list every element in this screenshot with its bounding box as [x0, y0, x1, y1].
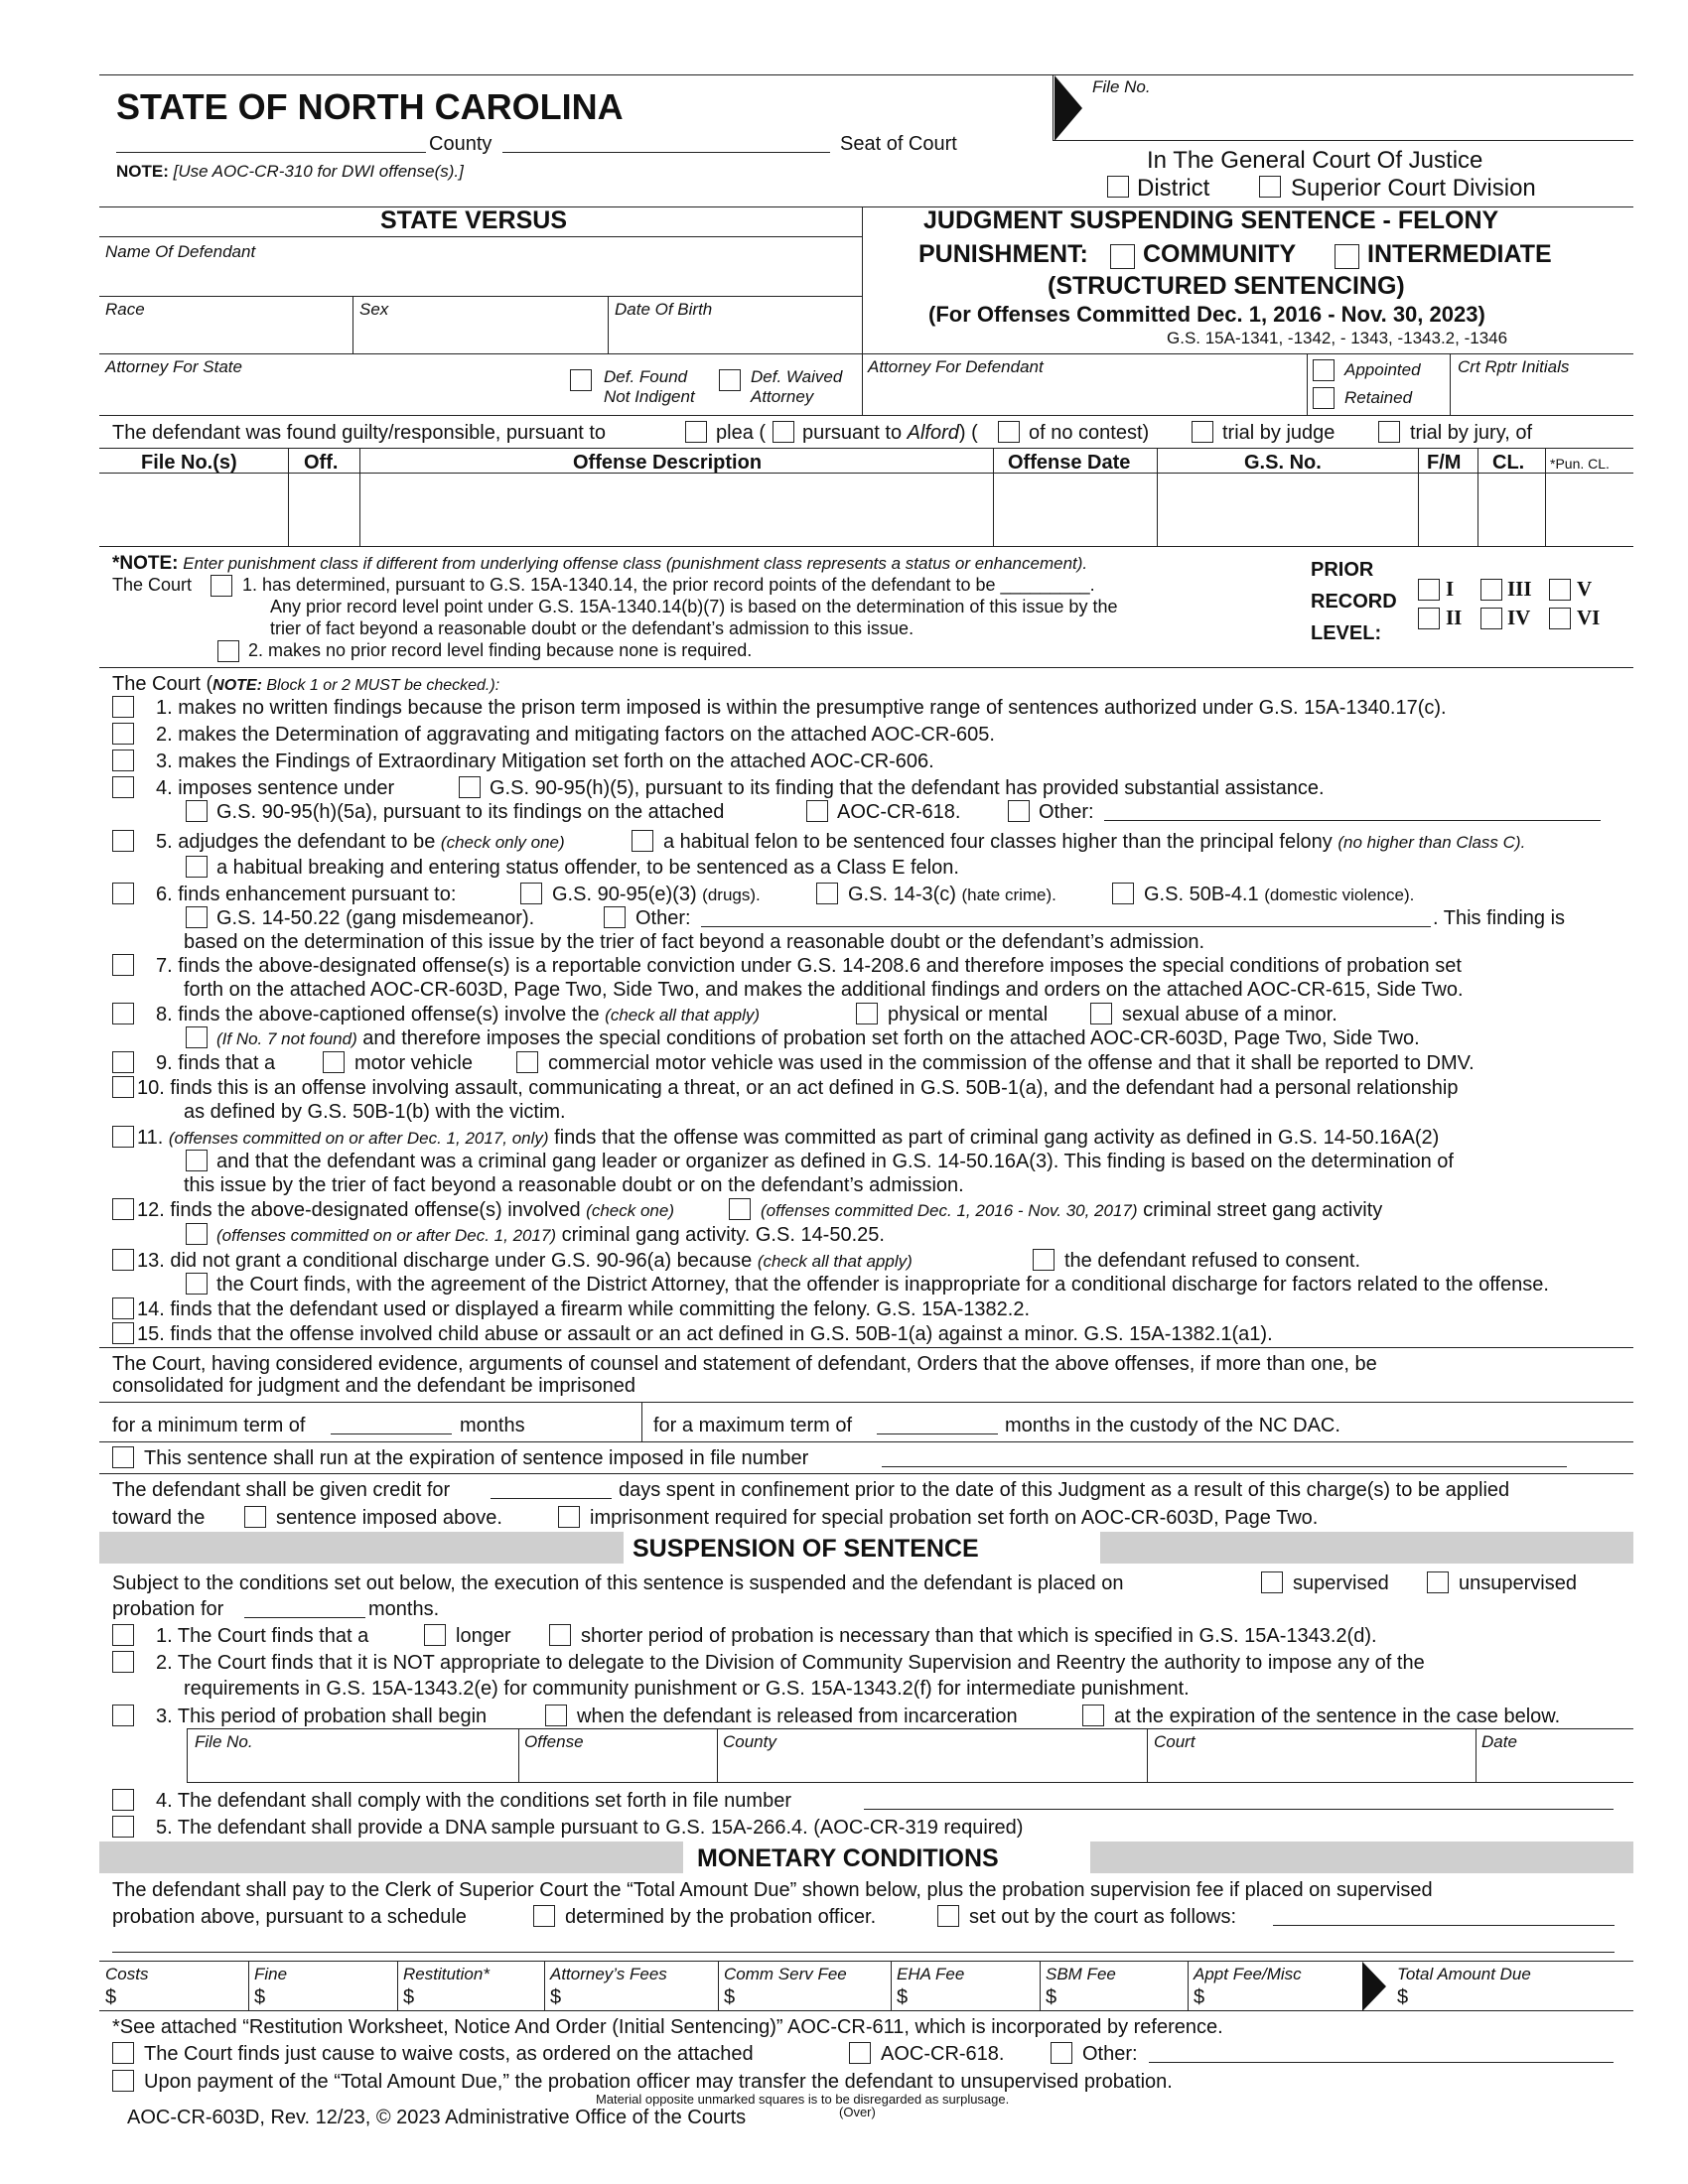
finding-5: 5. adjudges the defendant to be (check only one) — [156, 831, 565, 853]
schedule-court-field-2[interactable] — [112, 1952, 1615, 1953]
level-iii-checkbox[interactable] — [1480, 579, 1502, 601]
record-label: RECORD — [1311, 591, 1397, 613]
sex-label: Sex — [359, 300, 389, 319]
min-term-label: for a minimum term of — [112, 1415, 306, 1436]
supervised-checkbox[interactable] — [1261, 1571, 1283, 1593]
fee-attorney: Attorney’s Fees — [550, 1965, 667, 1983]
appointed-checkbox[interactable] — [1313, 359, 1335, 381]
suspension-2-checkbox[interactable] — [112, 1651, 134, 1673]
transfer-checkbox[interactable] — [112, 2070, 134, 2092]
finding-4-905a-checkbox[interactable] — [186, 800, 208, 822]
finding-6-checkbox[interactable] — [112, 883, 134, 904]
finding-9-commercial: commercial motor vehicle was used in the commission of the offense and that it shall be reported to DMV. — [548, 1052, 1475, 1074]
statutes: G.S. 15A-1341, -1342, - 1343, -1343.2, -1346 — [1167, 329, 1508, 347]
finding-12-checkbox[interactable] — [112, 1198, 134, 1220]
waive-other-checkbox[interactable] — [1051, 2042, 1072, 2064]
pun-class-note: *NOTE: Enter punishment class if different from underlying offense class (punishment class represents a status or enhancement). — [112, 553, 1088, 574]
no-contest-label: of no contest) — [1029, 422, 1150, 444]
max-term-field[interactable] — [877, 1433, 998, 1434]
finding-7a: 7. finds the above-designated offense(s) is a reportable conviction under G.S. 14-208.6 and therefore imposes the special conditions of probation set — [156, 955, 1462, 977]
finding-5-habitual-felon-checkbox[interactable] — [632, 830, 653, 852]
finding-9-commercial-checkbox[interactable] — [516, 1051, 538, 1073]
toward-label: toward the — [112, 1507, 206, 1529]
finding-4-other-field[interactable] — [1104, 820, 1601, 821]
finding-12-street-checkbox[interactable] — [729, 1198, 751, 1220]
surplusage-note: Material opposite unmarked squares is to be disregarded as surplusage. — [596, 2092, 1010, 2107]
suspension-3: 3. This period of probation shall begin — [156, 1706, 488, 1727]
finding-4: 4. imposes sentence under — [156, 777, 395, 799]
prior-none-checkbox[interactable] — [217, 640, 239, 662]
alford-checkbox[interactable] — [773, 421, 794, 443]
state-versus: STATE VERSUS — [380, 206, 567, 234]
finding-6-hate: G.S. 14-3(c) (hate crime). — [848, 884, 1056, 905]
finding-9: 9. finds that a — [156, 1052, 276, 1074]
form-id: AOC-CR-603D, Rev. 12/23, © 2023 Administrative Office of the Courts — [127, 2107, 747, 2128]
total-amount[interactable]: $ — [1397, 1986, 1409, 2008]
finding-6-other-checkbox[interactable] — [604, 906, 626, 928]
finding-4-618-checkbox[interactable] — [806, 800, 828, 822]
finding-11c: this issue by the trier of fact beyond a reasonable doubt or on the defendant’s admission. — [184, 1174, 964, 1196]
suspension-4-checkbox[interactable] — [112, 1789, 134, 1811]
col-gs-no: G.S. No. — [1244, 452, 1322, 474]
level-i-label: I — [1446, 577, 1455, 601]
intermediate-label: INTERMEDIATE — [1367, 240, 1552, 268]
probation-for-label: probation for — [112, 1598, 224, 1620]
total-due-arrow-icon — [1362, 1962, 1386, 2011]
col-offense-description: Offense Description — [573, 452, 763, 474]
district-label: District — [1137, 175, 1210, 202]
level-iv-label: IV — [1507, 606, 1531, 629]
trial-by-judge-checkbox[interactable] — [1192, 421, 1213, 443]
col-off: Off. — [304, 452, 339, 474]
waive-other-field[interactable] — [1149, 2062, 1614, 2063]
retained-checkbox[interactable] — [1313, 387, 1335, 409]
retained-label: Retained — [1344, 388, 1413, 407]
waive-other-label: Other: — [1082, 2043, 1138, 2065]
finding-8-sexual: sexual abuse of a minor. — [1122, 1004, 1337, 1025]
no-contest-checkbox[interactable] — [998, 421, 1020, 443]
s3-court: Court — [1154, 1732, 1196, 1751]
finding-6: 6. finds enhancement pursuant to: — [156, 884, 457, 905]
dob-label: Date Of Birth — [615, 300, 713, 319]
col-file-no: File No.(s) — [141, 452, 237, 474]
prior-item-1c: trier of fact beyond a reasonable doubt or the defendant’s admission to this issue. — [270, 618, 914, 638]
finding-12-gang: (offenses committed on or after Dec. 1, 2017) criminal gang activity. G.S. 14-50.25. — [216, 1224, 885, 1246]
restitution-amount[interactable]: $ — [403, 1986, 415, 2008]
finding-10a: 10. finds this is an offense involving assault, communicating a threat, or an act defined in G.S. 50B-1(a), and the defendant had a personal relationship — [137, 1077, 1459, 1099]
monetary-heading: MONETARY CONDITIONS — [697, 1844, 999, 1872]
released-label: when the defendant is released from incarceration — [577, 1706, 1018, 1727]
toward-sentence-label: sentence imposed above. — [276, 1507, 502, 1529]
finding-8-physical-checkbox[interactable] — [856, 1003, 878, 1024]
fee-appt-misc: Appt Fee/Misc — [1194, 1965, 1302, 1983]
released-checkbox[interactable] — [545, 1705, 567, 1726]
longer-checkbox[interactable] — [424, 1624, 446, 1646]
finding-4-905a: G.S. 90-95(h)(5a), pursuant to its findings on the attached — [216, 801, 725, 823]
min-term-months: months — [460, 1415, 525, 1436]
finding-13-refused-checkbox[interactable] — [1033, 1249, 1055, 1271]
schedule-po-label: determined by the probation officer. — [565, 1906, 877, 1928]
level-v-label: V — [1577, 577, 1593, 601]
suspension-heading: SUSPENSION OF SENTENCE — [633, 1535, 979, 1563]
over-label: (Over) — [839, 2105, 876, 2119]
finding-5-habitual-felon: a habitual felon to be sentenced four classes higher than the principal felony (no higher than Class C). — [663, 831, 1526, 853]
fee-restitution: Restitution* — [403, 1965, 490, 1983]
race-label: Race — [105, 300, 145, 319]
finding-6-drugs-checkbox[interactable] — [520, 883, 542, 904]
finding-8-sexual-checkbox[interactable] — [1090, 1003, 1112, 1024]
expiration-sentence-label: at the expiration of the sentence in the case below. — [1114, 1706, 1561, 1727]
finding-8: 8. finds the above-captioned offense(s) involve the (check all that apply) — [156, 1004, 761, 1025]
finding-6-drugs: G.S. 90-95(e)(3) (drugs). — [552, 884, 761, 905]
waive-618-checkbox[interactable] — [849, 2042, 871, 2064]
county-label: County — [429, 133, 492, 155]
finding-1: 1. makes no written findings because the prison term imposed is within the presumptive range of sentences authorized under G.S. 15A-1340.17(c). — [156, 697, 1447, 719]
finding-3: 3. makes the Findings of Extraordinary Mitigation set forth on the attached AOC-CR-606. — [156, 751, 934, 772]
finding-2-checkbox[interactable] — [112, 723, 134, 745]
finding-4-618: AOC-CR-618. — [837, 801, 961, 823]
monetary-line-1: The defendant shall pay to the Clerk of Superior Court the “Total Amount Due” shown below, plus the probation supervision fee if placed on supervised — [112, 1879, 1433, 1901]
finding-4-other-checkbox[interactable] — [1008, 800, 1030, 822]
offense-date-range: (For Offenses Committed Dec. 1, 2016 - Nov. 30, 2023) — [928, 302, 1485, 327]
suspension-5: 5. The defendant shall provide a DNA sample pursuant to G.S. 15A-266.4. (AOC-CR-319 required) — [156, 1817, 1024, 1839]
court-title: In The General Court Of Justice — [1147, 147, 1483, 174]
finding-11a: 11. (offenses committed on or after Dec. 1, 2017, only) finds that the offense was committed as part of criminal gang activity as defined in G.S. 14-50.16A(2) — [137, 1127, 1440, 1149]
supervised-label: supervised — [1293, 1572, 1389, 1594]
finding-4-other: Other: — [1039, 801, 1094, 823]
suspension-4-file-field[interactable] — [864, 1809, 1614, 1810]
fee-sbm: SBM Fee — [1046, 1965, 1116, 1983]
level-label: LEVEL: — [1311, 622, 1382, 644]
finding-4-905-checkbox[interactable] — [459, 776, 481, 798]
prior-item-2: 2. makes no prior record level finding because none is required. — [248, 640, 753, 660]
crt-rptr-label: Crt Rptr Initials — [1458, 357, 1570, 376]
attorney-state-label: Attorney For State — [105, 357, 242, 376]
suspension-4: 4. The defendant shall comply with the conditions set forth in file number — [156, 1790, 791, 1812]
transfer-label: Upon payment of the “Total Amount Due,” the probation officer may transfer the defendant to unsupervised probation. — [144, 2071, 1173, 2093]
community-checkbox[interactable] — [1110, 244, 1135, 269]
waive-costs-checkbox[interactable] — [112, 2042, 134, 2064]
col-offense-date: Offense Date — [1008, 452, 1131, 474]
level-vi-checkbox[interactable] — [1549, 608, 1571, 629]
finding-5-breaking: a habitual breaking and entering status offender, to be sentenced as a Class E felon. — [216, 857, 959, 879]
finding-10-checkbox[interactable] — [112, 1076, 134, 1098]
finding-12-street: (offenses committed Dec. 1, 2016 - Nov. 30, 2017) criminal street gang activity — [761, 1199, 1383, 1221]
suspension-subject: Subject to the conditions set out below, the execution of this sentence is suspended and the defendant is placed on — [112, 1572, 1124, 1594]
district-checkbox[interactable] — [1107, 176, 1129, 198]
intermediate-checkbox[interactable] — [1335, 244, 1359, 269]
max-term-label: for a maximum term of — [653, 1415, 853, 1436]
seat-of-court-label: Seat of Court — [840, 133, 957, 155]
min-term-field[interactable] — [331, 1433, 452, 1434]
fee-total: Total Amount Due — [1397, 1965, 1531, 1983]
finding-12-gang-checkbox[interactable] — [186, 1223, 208, 1245]
prior-points-checkbox[interactable] — [211, 575, 232, 597]
community-label: COMMUNITY — [1143, 240, 1297, 268]
expiration-checkbox[interactable] — [112, 1446, 134, 1468]
finding-4-checkbox[interactable] — [112, 776, 134, 798]
finding-6-other-field[interactable] — [701, 926, 1431, 927]
order-text-a: The Court, having considered evidence, arguments of counsel and statement of defendant, Orders that the above offenses, if more than one, be — [112, 1353, 1377, 1375]
finding-6-dv: G.S. 50B-4.1 (domestic violence). — [1144, 884, 1415, 905]
trial-by-judge-label: trial by judge — [1222, 422, 1336, 444]
finding-13-checkbox[interactable] — [112, 1249, 134, 1271]
finding-5-breaking-checkbox[interactable] — [186, 856, 208, 878]
superior-label: Superior Court Division — [1291, 175, 1536, 202]
finding-7b: forth on the attached AOC-CR-603D, Page Two, Side Two, and makes the additional findings and orders on the attached AOC-CR-615, Side Two. — [184, 979, 1464, 1001]
finding-3-checkbox[interactable] — [112, 750, 134, 771]
level-v-checkbox[interactable] — [1549, 579, 1571, 601]
finding-6-basis: based on the determination of this issue by the trier of fact beyond a reasonable doubt or the defendant’s admission. — [184, 931, 1205, 953]
trial-by-jury-label: trial by jury, of — [1410, 422, 1532, 444]
def-waived-label: Def. Waived Attorney — [751, 367, 843, 406]
finding-9-checkbox[interactable] — [112, 1051, 134, 1073]
credit-label: The defendant shall be given credit for — [112, 1479, 451, 1501]
prior-court-label: The Court — [112, 575, 193, 595]
dwi-note: NOTE: [Use AOC-CR-310 for DWI offense(s).] — [116, 162, 464, 181]
finding-8-physical: physical or mental — [888, 1004, 1049, 1025]
finding-8-checkbox[interactable] — [112, 1003, 134, 1024]
col-cl: CL. — [1492, 452, 1525, 474]
col-pun-cl: *Pun. CL. — [1550, 456, 1610, 472]
finding-13-refused: the defendant refused to consent. — [1064, 1250, 1360, 1272]
finding-14: 14. finds that the defendant used or displayed a firearm while committing the felony. G.S. 15A-1382.2. — [137, 1298, 1031, 1320]
attorney-amount[interactable]: $ — [550, 1986, 562, 2008]
prior-label: PRIOR — [1311, 559, 1374, 581]
level-vi-label: VI — [1577, 606, 1601, 629]
costs-amount[interactable]: $ — [105, 1986, 117, 2008]
finding-15: 15. finds that the offense involved child abuse or assault or an act defined in G.S. 50B-1(a) against a minor. G.S. 15A-1382.1(a1). — [137, 1323, 1273, 1345]
toward-imprisonment-label: imprisonment required for special probation set forth on AOC-CR-603D, Page Two. — [590, 1507, 1319, 1529]
level-i-checkbox[interactable] — [1418, 579, 1440, 601]
schedule-court-checkbox[interactable] — [937, 1905, 959, 1927]
level-ii-label: II — [1446, 606, 1463, 629]
s3-county: County — [723, 1732, 776, 1751]
finding-6-dv-checkbox[interactable] — [1112, 883, 1134, 904]
appointed-label: Appointed — [1344, 360, 1421, 379]
finding-13: 13. did not grant a conditional discharge under G.S. 90-96(a) because (check all that apply) — [137, 1250, 913, 1272]
finding-6-gang-checkbox[interactable] — [186, 906, 208, 928]
probation-months-field[interactable] — [244, 1617, 365, 1618]
finding-11-leader-checkbox[interactable] — [186, 1150, 208, 1171]
punishment-label: PUNISHMENT: — [918, 240, 1088, 268]
finding-15-checkbox[interactable] — [112, 1322, 134, 1344]
fee-eha: EHA Fee — [897, 1965, 965, 1983]
unsupervised-checkbox[interactable] — [1427, 1571, 1449, 1593]
credit-tail: days spent in confinement prior to the date of this Judgment as a result of this charge(s) to be applied — [619, 1479, 1510, 1501]
prior-item-1b: Any prior record level point under G.S. 15A-1340.14(b)(7) is based on the determination of this issue by the — [270, 597, 1118, 616]
finding-8-special-checkbox[interactable] — [186, 1026, 208, 1048]
findings-intro: The Court (NOTE: Block 1 or 2 MUST be checked.): — [112, 673, 500, 695]
finding-4-905: G.S. 90-95(h)(5), pursuant to its finding that the defendant has provided substantial assistance. — [490, 777, 1325, 799]
schedule-court-field[interactable] — [1273, 1925, 1615, 1926]
eha-amount[interactable]: $ — [897, 1986, 909, 2008]
file-no-label: File No. — [1092, 77, 1151, 96]
s3-file-no: File No. — [195, 1732, 253, 1751]
finding-6-tail: . This finding is — [1433, 907, 1566, 929]
suspension-1: 1. The Court finds that a — [156, 1625, 369, 1647]
shorter-checkbox[interactable] — [549, 1624, 571, 1646]
restitution-note: *See attached “Restitution Worksheet, Notice And Order (Initial Sentencing)” AOC-CR-611, which is incorporated by reference. — [112, 2016, 1223, 2038]
appt-misc-amount[interactable]: $ — [1194, 1986, 1205, 2008]
fee-fine: Fine — [254, 1965, 288, 1983]
superior-checkbox[interactable] — [1259, 176, 1281, 198]
max-term-months: months in the custody of the NC DAC. — [1005, 1415, 1340, 1436]
credit-days-field[interactable] — [491, 1498, 612, 1499]
finding-12: 12. finds the above-designated offense(s) involved (check one) — [137, 1199, 674, 1221]
finding-6-other: Other: — [635, 907, 691, 929]
col-fm: F/M — [1427, 452, 1462, 474]
finding-13-inappropriate-checkbox[interactable] — [186, 1273, 208, 1295]
attorney-defendant-label: Attorney For Defendant — [868, 357, 1044, 376]
schedule-po-checkbox[interactable] — [533, 1905, 555, 1927]
suspension-5-checkbox[interactable] — [112, 1816, 134, 1838]
guilty-prefix: The defendant was found guilty/responsible, pursuant to — [112, 422, 606, 444]
finding-9-motor-checkbox[interactable] — [323, 1051, 345, 1073]
structured-sentencing: (STRUCTURED SENTENCING) — [1048, 272, 1405, 300]
waive-costs-label: The Court finds just cause to waive costs, as ordered on the attached — [144, 2043, 754, 2065]
judgment-title: JUDGMENT SUSPENDING SENTENCE - FELONY — [923, 206, 1499, 234]
suspension-1-checkbox[interactable] — [112, 1624, 134, 1646]
shorter-label: shorter period of probation is necessary than that which is specified in G.S. 15A-1343.2(d). — [581, 1625, 1377, 1647]
level-iv-checkbox[interactable] — [1480, 608, 1502, 629]
toward-imprisonment-checkbox[interactable] — [558, 1506, 580, 1528]
finding-1-checkbox[interactable] — [112, 696, 134, 718]
comm-serv-amount[interactable]: $ — [724, 1986, 736, 2008]
state-title: STATE OF NORTH CAROLINA — [116, 86, 624, 127]
finding-6-gang: G.S. 14-50.22 (gang misdemeanor). — [216, 907, 535, 929]
def-waived-checkbox[interactable] — [719, 369, 741, 391]
alford-label: pursuant to Alford) ( — [802, 422, 978, 444]
finding-9-motor: motor vehicle — [354, 1052, 473, 1074]
finding-10b: as defined by G.S. 50B-1(b) with the victim. — [184, 1101, 566, 1123]
def-found-checkbox[interactable] — [570, 369, 592, 391]
order-text-b: consolidated for judgment and the defendant be imprisoned — [112, 1375, 636, 1397]
waive-618-label: AOC-CR-618. — [881, 2043, 1005, 2065]
file-no-arrow-icon — [1055, 75, 1082, 141]
finding-5-checkbox[interactable] — [112, 830, 134, 852]
name-of-defendant-label: Name Of Defendant — [105, 242, 256, 261]
finding-13-inappropriate: the Court finds, with the agreement of the District Attorney, that the offender is inappropriate for a conditional discharge for factors related to the offense. — [216, 1274, 1549, 1296]
toward-sentence-checkbox[interactable] — [244, 1506, 266, 1528]
level-iii-label: III — [1507, 577, 1532, 601]
fee-costs: Costs — [105, 1965, 149, 1983]
sbm-amount[interactable]: $ — [1046, 1986, 1057, 2008]
suspension-2a: 2. The Court finds that it is NOT appropriate to delegate to the Division of Community Supervision and Reentry the authority to impose any of the — [156, 1652, 1425, 1674]
level-ii-checkbox[interactable] — [1418, 608, 1440, 629]
s3-date: Date — [1481, 1732, 1517, 1751]
monetary-line-2: probation above, pursuant to a schedule — [112, 1906, 467, 1928]
s3-offense: Offense — [524, 1732, 584, 1751]
finding-2: 2. makes the Determination of aggravating and mitigating factors on the attached AOC-CR-605. — [156, 724, 995, 746]
plea-label: plea ( — [716, 422, 767, 444]
expiration-file-field[interactable] — [882, 1466, 1567, 1467]
longer-label: longer — [456, 1625, 511, 1647]
finding-14-checkbox[interactable] — [112, 1297, 134, 1319]
finding-6-hate-checkbox[interactable] — [816, 883, 838, 904]
schedule-court-label: set out by the court as follows: — [969, 1906, 1237, 1928]
trial-by-jury-checkbox[interactable] — [1378, 421, 1400, 443]
unsupervised-label: unsupervised — [1459, 1572, 1577, 1594]
fee-comm-serv: Comm Serv Fee — [724, 1965, 847, 1983]
suspension-2b: requirements in G.S. 15A-1343.2(e) for community punishment or G.S. 15A-1343.2(f) for intermediate punishment. — [184, 1678, 1190, 1700]
prior-item-1: 1. has determined, pursuant to G.S. 15A-1340.14, the prior record points of the defendant to be _________. — [242, 575, 1095, 595]
finding-8-special: (If No. 7 not found) and therefore imposes the special conditions of probation set forth on the attached AOC-CR-603D, Page Two, Side Two. — [216, 1027, 1420, 1049]
finding-7-checkbox[interactable] — [112, 954, 134, 976]
expiration-sentence-checkbox[interactable] — [1082, 1705, 1104, 1726]
fine-amount[interactable]: $ — [254, 1986, 266, 2008]
plea-checkbox[interactable] — [685, 421, 707, 443]
finding-11-checkbox[interactable] — [112, 1126, 134, 1148]
probation-months-label: months. — [368, 1598, 440, 1620]
suspension-3-checkbox[interactable] — [112, 1705, 134, 1726]
finding-11b: and that the defendant was a criminal gang leader or organizer as defined in G.S. 14-50.16A(3). This finding is based on the determination of — [216, 1151, 1454, 1172]
def-found-label: Def. Found Not Indigent — [604, 367, 695, 406]
expiration-label: This sentence shall run at the expiration of sentence imposed in file number — [144, 1447, 809, 1469]
